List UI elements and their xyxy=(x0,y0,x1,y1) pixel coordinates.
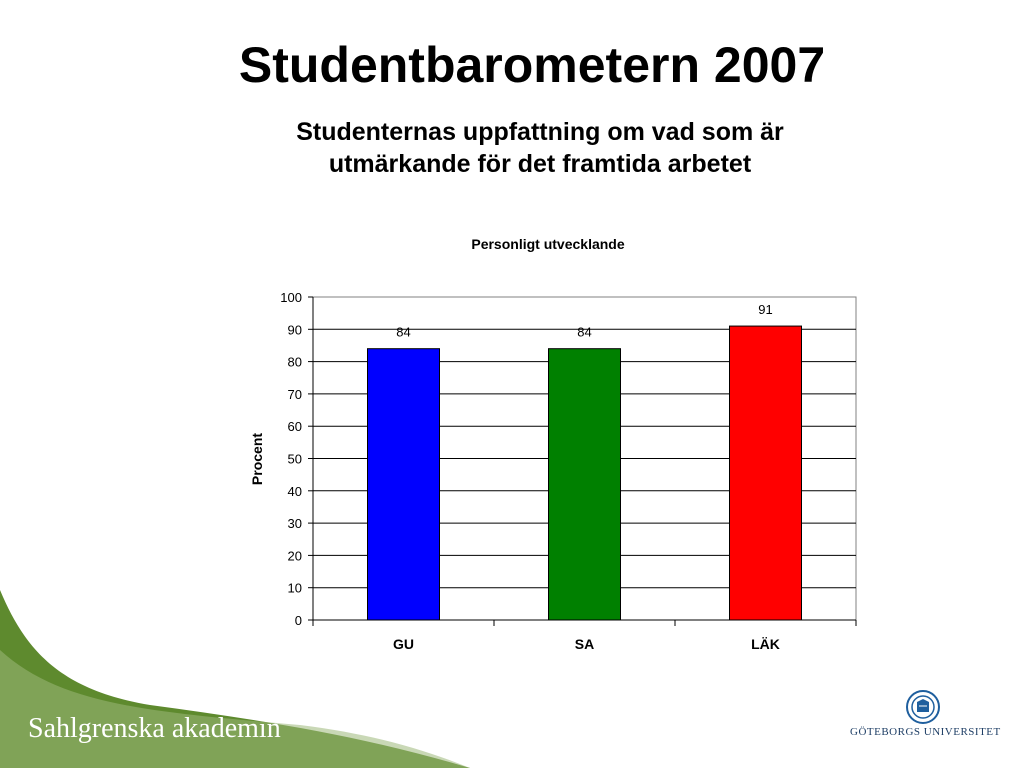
data-label: 84 xyxy=(396,324,411,340)
y-tick-label: 100 xyxy=(280,290,302,305)
x-tick-label: GU xyxy=(393,636,414,652)
y-tick-label: 40 xyxy=(287,483,302,499)
y-tick-label: 10 xyxy=(287,580,302,596)
academy-logo-text: Sahlgrenska akademin xyxy=(28,713,281,744)
bars xyxy=(368,302,802,620)
y-tick-label: 50 xyxy=(287,451,302,467)
x-tick-label: LÄK xyxy=(751,636,780,652)
university-name: GÖTEBORGS UNIVERSITET xyxy=(850,726,1001,738)
x-axis-ticks xyxy=(313,620,856,652)
bar-gu xyxy=(368,349,440,620)
bar-sa xyxy=(549,349,621,620)
bar-läk xyxy=(730,326,802,620)
slide-subtitle xyxy=(230,116,850,180)
y-tick-label: 60 xyxy=(287,419,302,435)
chart-title: Personligt utvecklande xyxy=(471,236,625,252)
subtitle-line-2: utmärkande för det framtida arbetet xyxy=(328,150,752,178)
data-label: 84 xyxy=(577,324,592,340)
y-tick-label: 90 xyxy=(287,322,302,338)
y-tick-label: 80 xyxy=(287,354,302,370)
y-tick-label: 30 xyxy=(287,516,302,532)
university-seal-icon xyxy=(907,691,939,723)
y-axis-label: Procent xyxy=(249,432,265,486)
subtitle-line-1: Studenternas uppfattning om vad som är xyxy=(296,118,784,146)
y-tick-label: 70 xyxy=(287,386,302,402)
bar-chart xyxy=(249,236,856,652)
slide-title: Studentbarometern 2007 xyxy=(238,37,826,93)
y-tick-label: 20 xyxy=(287,548,302,564)
data-label: 91 xyxy=(758,302,773,318)
decor-swoosh-light xyxy=(0,650,470,768)
y-tick-label: 0 xyxy=(294,613,302,628)
x-tick-label: SA xyxy=(574,636,595,652)
